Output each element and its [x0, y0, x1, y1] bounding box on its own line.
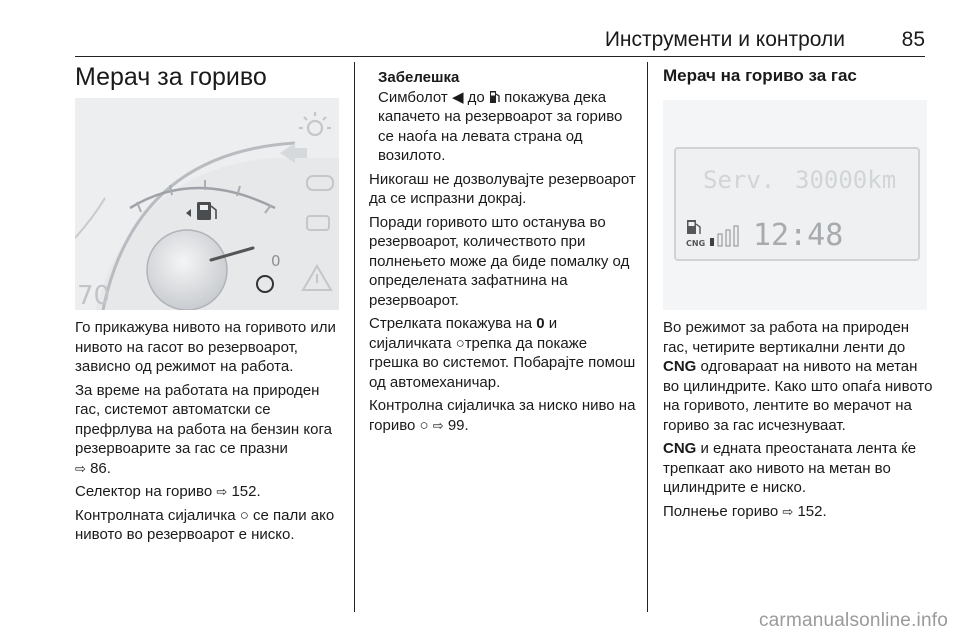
- cng-label: CNG: [663, 440, 697, 457]
- paragraph-text: и едната преостаната лента ќе трепкаат ако нивото на метан во цилиндрите е ниско.: [663, 440, 917, 496]
- paragraph-text: Во режимот за работа на природен гас, четирите вертикални ленти до: [663, 319, 910, 356]
- svg-text:0: 0: [271, 252, 281, 270]
- paragraph: [75, 506, 347, 545]
- paragraph: [663, 318, 933, 435]
- lcd-serv-text: Serv.: [703, 166, 776, 194]
- gas-gauge-heading: Мерач на гориво за гас: [663, 66, 857, 85]
- paragraph-text: трепка да покаже грешка во системот. Побарајте помош од автомеханичар.: [369, 334, 636, 391]
- paragraph: [663, 502, 933, 522]
- paragraph-text: Стрелката покажува на: [369, 315, 533, 332]
- paragraph: [369, 314, 639, 392]
- column-divider: [354, 62, 355, 612]
- page-ref-icon: ⇨: [432, 417, 444, 433]
- circle-indicator-icon: ○: [239, 506, 249, 524]
- fuel-gauge-figure: [75, 98, 339, 310]
- circle-indicator-icon: ○: [455, 334, 465, 352]
- cng-label: CNG: [663, 358, 697, 375]
- cng-display-illustration: [663, 100, 927, 310]
- paragraph-text: Контролната сијаличка: [75, 506, 236, 524]
- paragraph-text: се пали ако нивото во резервоарот е ниско.: [75, 506, 335, 543]
- page-ref-icon: ⇨: [782, 503, 794, 519]
- col2-body: [369, 68, 639, 439]
- cng-display-figure: [663, 100, 927, 310]
- page-ref[interactable]: 99.: [447, 416, 469, 434]
- paragraph-text: покажува дека капачето на резервоарот за гориво се наоѓа на левата страна од возилото.: [378, 88, 623, 164]
- col1-body: [75, 318, 347, 549]
- paragraph-text: одговараат на нивото на метан во цилиндрите. Како што опаѓа нивото на горивото, лентите во мерачот на гориво за гас исчезнуваат.: [663, 358, 933, 434]
- lcd-clock: 12:48: [753, 218, 844, 253]
- paragraph-text: Селектор на гориво: [75, 483, 213, 500]
- paragraph-text: до: [467, 88, 485, 106]
- paragraph: Поради горивото што останува во резервоарот, количеството при полнењето може да биде помалку од определената зафатнина на резервоарот.: [369, 213, 630, 309]
- lcd-km-text: 30000km: [795, 166, 897, 194]
- paragraph-text: За време на работата на природен гас, системот автоматски се префрлува на работа на бензин кога резервоарите за гас се празни: [75, 381, 332, 457]
- note-text: [378, 88, 639, 166]
- paragraph: [75, 381, 347, 479]
- paragraph-text: Симболот: [378, 88, 448, 106]
- page-ref[interactable]: 86.: [90, 459, 111, 477]
- paragraph: [663, 439, 933, 498]
- lcd-cng-label: CNG: [686, 239, 706, 248]
- page-ref[interactable]: 152.: [231, 483, 261, 500]
- page-ref[interactable]: 152.: [797, 502, 827, 520]
- instrument-cluster-illustration: [75, 98, 339, 310]
- triangle-left-icon: ◀: [451, 88, 464, 106]
- col3-body: [663, 318, 933, 525]
- page-number: 85: [901, 28, 925, 51]
- fuel-gauge-heading: Мерач за гориво: [75, 63, 267, 91]
- paragraph: [75, 482, 347, 502]
- page-ref-icon: ⇨: [75, 460, 86, 476]
- page-header: [75, 26, 925, 57]
- paragraph-text: Контролна сијаличка за ниско ниво на гориво: [369, 397, 636, 434]
- circle-indicator-icon: ○: [419, 416, 429, 434]
- paragraph-text: и сијаличката: [369, 315, 558, 352]
- watermark: carmanualsonline.info: [758, 610, 948, 631]
- section-title: Инструменти и контроли: [604, 28, 845, 51]
- speed-label: 70: [77, 281, 111, 310]
- note-box: [369, 68, 639, 166]
- gauge-zero: 0: [536, 315, 545, 332]
- page-ref-icon: ⇨: [216, 484, 228, 499]
- paragraph: Никогаш не дозволувајте резервоарот да се испразни докрај.: [369, 170, 636, 207]
- paragraph: Го прикажува нивото на горивото или нивото на гасот во резервоарот, зависно од режимот на работа.: [75, 319, 336, 375]
- paragraph-text: Полнење гориво: [663, 502, 779, 520]
- paragraph: [369, 396, 639, 435]
- note-title: Забелешка: [378, 69, 460, 86]
- fuel-pump-icon: [489, 90, 500, 104]
- column-divider: [647, 62, 648, 612]
